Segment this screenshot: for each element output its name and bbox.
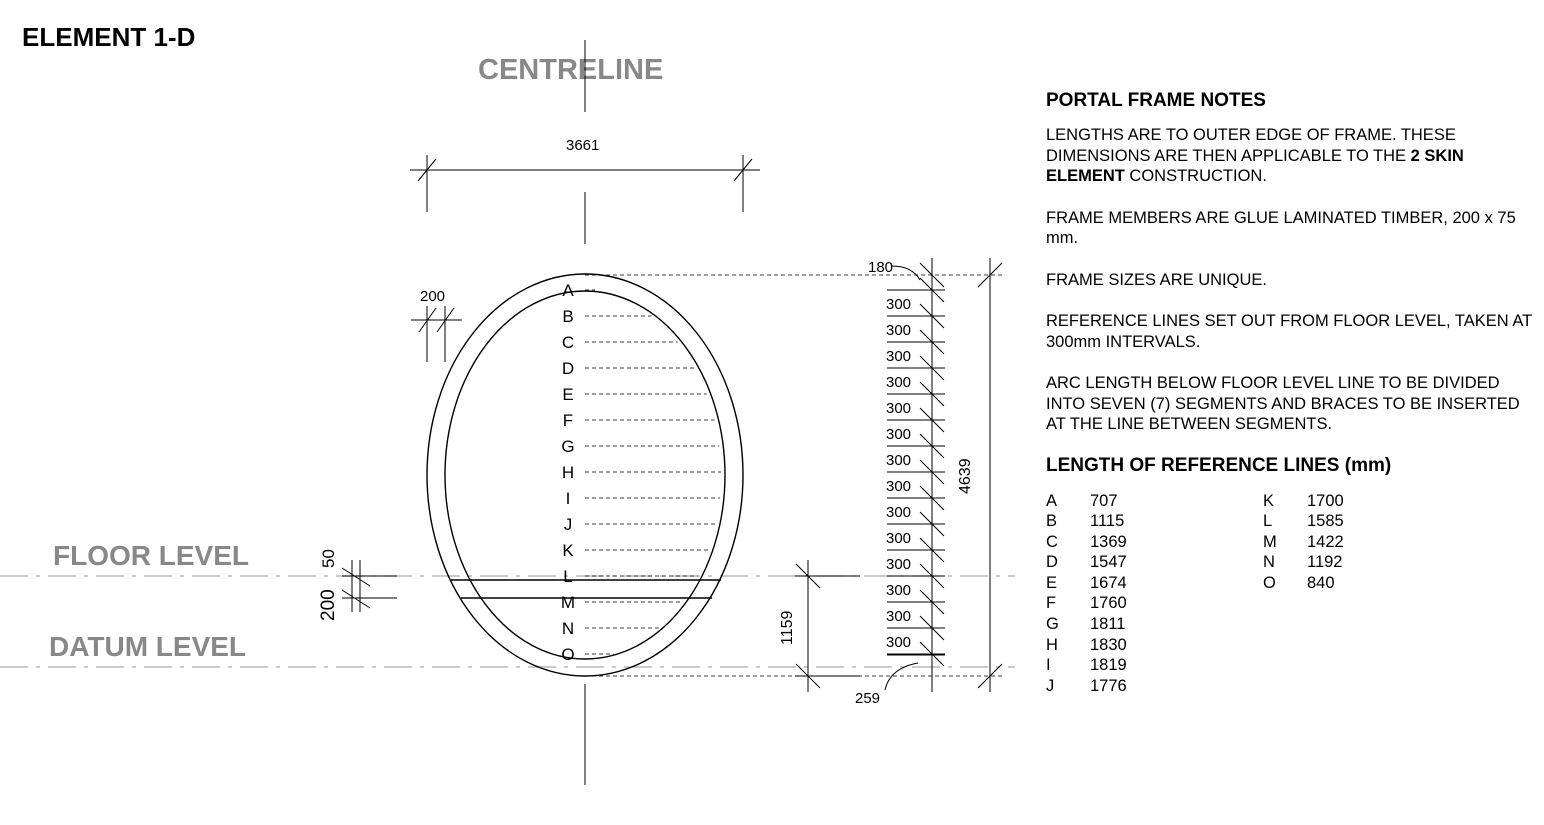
frame-outer-edge — [427, 274, 743, 676]
ref-table-row — [1046, 593, 1150, 614]
interval-value: 300 — [886, 452, 912, 469]
ref-key: B — [1046, 512, 1058, 531]
note-reference-lines: REFERENCE LINES SET OUT FROM FLOOR LEVEL, TAKEN AT 300mm INTERVALS. — [1046, 312, 1532, 351]
ref-key: K — [1263, 491, 1275, 510]
ref-length: 1819 — [1090, 656, 1127, 675]
reference-letter-b: B — [562, 307, 574, 326]
bottom-offset-value: 259 — [855, 690, 881, 707]
centreline-label: CENTRELINE — [478, 54, 664, 86]
reference-lines — [585, 290, 721, 654]
ref-length: 1830 — [1090, 635, 1127, 654]
ref-length: 1585 — [1307, 512, 1344, 531]
ref-key: I — [1046, 656, 1051, 675]
note-arc-length: ARC LENGTH BELOW FLOOR LEVEL LINE TO BE DIVIDED INTO SEVEN (7) SEGMENTS AND BRACES TO BE INSERTED AT THE LINE BETWEEN SEGMENTS. — [1046, 374, 1520, 433]
ref-table-row — [1046, 676, 1150, 697]
ref-table-left-column — [1046, 491, 1150, 697]
reference-letter-m: M — [560, 593, 576, 612]
reference-letters — [561, 281, 575, 664]
ref-key: J — [1046, 676, 1055, 695]
ref-key: E — [1046, 573, 1058, 592]
interval-value: 300 — [886, 582, 912, 599]
reference-letter-a: A — [562, 281, 574, 300]
reference-letter-e: E — [562, 385, 574, 404]
reference-letter-l: L — [563, 567, 573, 586]
interval-value: 300 — [886, 322, 912, 339]
ref-length: 1760 — [1090, 594, 1127, 613]
ref-length: 1700 — [1307, 491, 1344, 510]
ref-key: M — [1263, 532, 1277, 551]
ref-table-row — [1046, 635, 1150, 656]
ref-length: 840 — [1307, 573, 1335, 592]
ref-key: N — [1263, 553, 1275, 572]
note-lengths: LENGTHS ARE TO OUTER EDGE OF FRAME. THESE DIMENSIONS ARE THEN APPLICABLE TO THE 2 SKIN ELEMENT CONSTRUCTION. — [1046, 126, 1464, 185]
frame-width-value: 200 — [420, 288, 446, 305]
ref-table-row — [1263, 573, 1367, 594]
reference-letter-f: F — [562, 411, 574, 430]
ref-key: F — [1046, 594, 1057, 613]
ref-length: 1115 — [1090, 512, 1125, 531]
reference-letter-k: K — [562, 541, 574, 560]
ref-table-row — [1263, 511, 1367, 532]
ref-key: D — [1046, 553, 1058, 572]
floor-height-value: 1159 — [779, 610, 796, 645]
ref-table-row — [1046, 491, 1150, 512]
ref-table-right-column — [1263, 491, 1367, 594]
ref-key: L — [1263, 512, 1273, 531]
ref-table-row — [1263, 532, 1367, 553]
reference-letter-d: D — [561, 359, 575, 378]
ref-key: G — [1046, 615, 1059, 634]
ref-length: 1422 — [1307, 532, 1344, 551]
interval-value: 300 — [886, 504, 912, 521]
note-sizes: FRAME SIZES ARE UNIQUE. — [1046, 270, 1267, 289]
datum-level-label: DATUM LEVEL — [49, 631, 247, 662]
interval-value: 300 — [886, 400, 912, 417]
ref-key: O — [1263, 573, 1276, 592]
interval-value: 300 — [886, 556, 912, 573]
frame-width-dimension — [411, 306, 462, 362]
ref-table-row — [1046, 532, 1150, 553]
floor-gap-value: 50 — [319, 549, 338, 568]
reference-letter-o: O — [561, 645, 575, 664]
interval-value: 300 — [886, 530, 912, 547]
ref-length: 1369 — [1090, 532, 1127, 551]
ref-table-row — [1046, 552, 1150, 573]
interval-value: 300 — [886, 608, 912, 625]
frame-inner-edge — [445, 291, 725, 659]
ref-key: C — [1046, 532, 1058, 551]
ref-key: A — [1046, 491, 1058, 510]
reference-letter-c: C — [561, 333, 575, 352]
ref-table-row — [1046, 573, 1150, 594]
floor-level-label: FLOOR LEVEL — [53, 540, 249, 571]
ref-length: 707 — [1090, 491, 1118, 510]
interval-value: 300 — [886, 634, 912, 651]
interval-value: 300 — [886, 478, 912, 495]
top-offset-value: 180 — [868, 259, 894, 276]
ref-table-row — [1263, 491, 1367, 512]
top-width-value: 3661 — [566, 137, 600, 154]
floor-gap-dimension — [342, 560, 397, 612]
reference-letter-j: J — [563, 515, 573, 534]
ref-length: 1547 — [1090, 553, 1127, 572]
ref-length: 1674 — [1090, 573, 1127, 592]
ref-length: 1776 — [1090, 676, 1127, 695]
interval-value: 300 — [886, 348, 912, 365]
note-members: FRAME MEMBERS ARE GLUE LAMINATED TIMBER, 200 x 75 mm. — [1046, 208, 1516, 247]
notes-heading: PORTAL FRAME NOTES — [1046, 90, 1266, 111]
ref-length: 1192 — [1307, 553, 1343, 572]
ref-table-heading: LENGTH OF REFERENCE LINES (mm) — [1046, 454, 1392, 476]
interval-value: 300 — [886, 426, 912, 443]
portal-frame-notes — [1046, 90, 1536, 695]
ref-table-row — [1046, 655, 1150, 676]
interval-value: 300 — [886, 296, 912, 313]
element-title: ELEMENT 1-D — [22, 22, 196, 52]
ref-table-row — [1046, 614, 1150, 635]
reference-letter-g: G — [561, 437, 575, 456]
floor-height-dimension — [795, 560, 860, 692]
datum-gap-value: 200 — [318, 589, 339, 621]
ref-table-row — [1263, 552, 1367, 573]
ref-length: 1811 — [1090, 615, 1126, 634]
ref-key: H — [1046, 635, 1058, 654]
ref-table-row — [1046, 511, 1150, 532]
total-height-value: 4639 — [957, 458, 974, 494]
interval-dimension-stack — [886, 278, 945, 666]
reference-letter-i: I — [565, 489, 571, 508]
interval-value: 300 — [886, 374, 912, 391]
reference-letter-n: N — [561, 619, 575, 638]
reference-letter-h: H — [561, 463, 575, 482]
